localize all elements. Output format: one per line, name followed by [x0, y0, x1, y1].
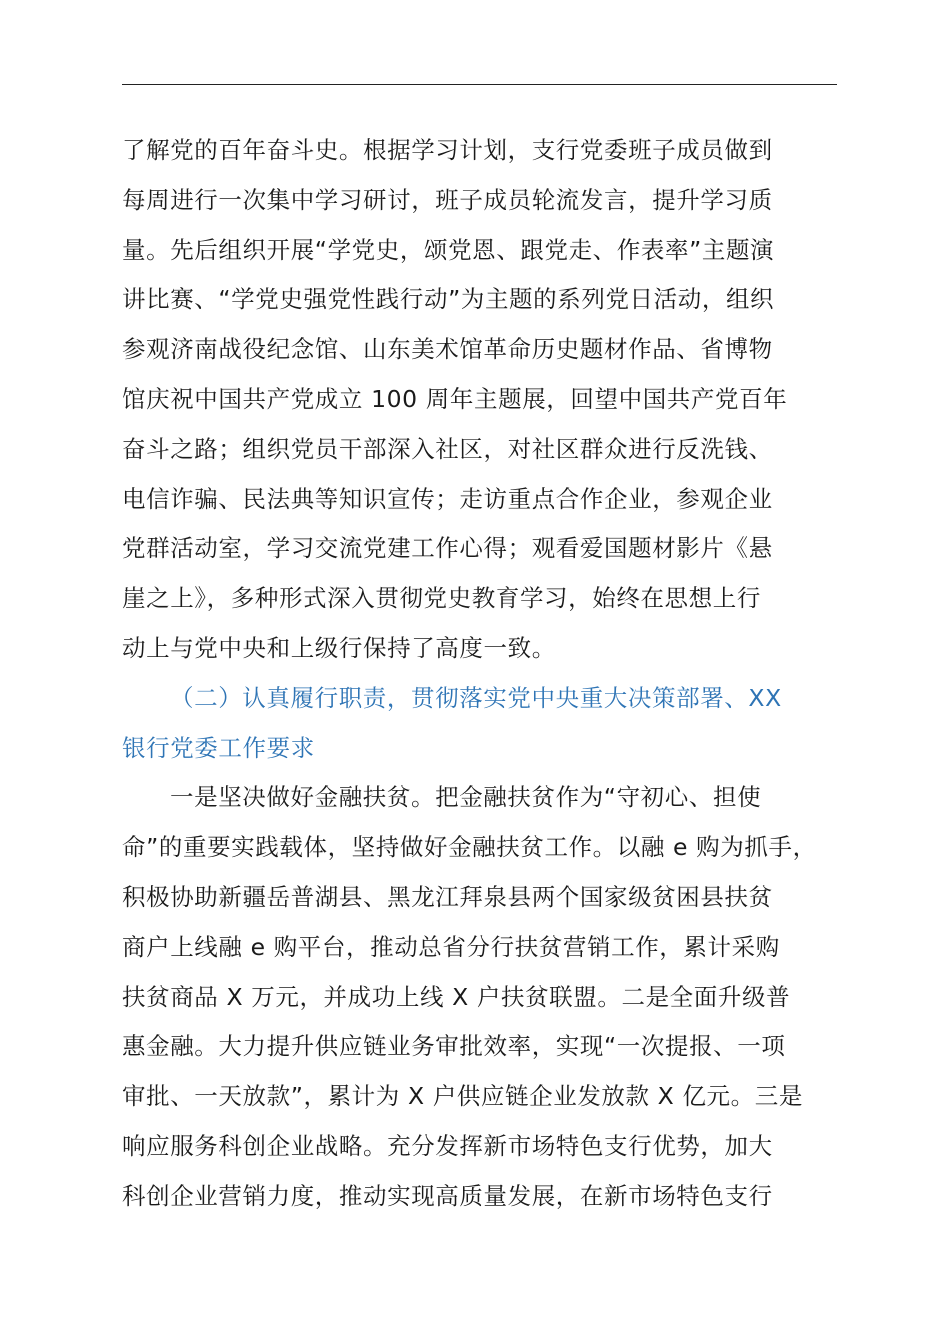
text-line: 惠金融。大力提升供应链业务审批效率，实现“一次提报、一项	[122, 1032, 786, 1061]
text-line: 馆庆祝中国共产党成立 100 周年主题展，回望中国共产党百年	[122, 384, 788, 413]
text-line: 审批、一天放款”，累计为 X 户供应链企业发放款 X 亿元。三是	[122, 1082, 803, 1111]
text-line: 奋斗之路；组织党员干部深入社区，对社区群众进行反洗钱、	[122, 434, 773, 463]
text-line: 响应服务科创企业战略。充分发挥新市场特色支行优势，加大	[122, 1131, 773, 1160]
text-line: 参观济南战役纪念馆、山东美术馆革命历史题材作品、省博物	[122, 335, 773, 364]
text-line: 了解党的百年奋斗史。根据学习计划，支行党委班子成员做到	[122, 136, 773, 164]
header-rule	[122, 84, 837, 85]
text-line: 党群活动室，学习交流党建工作心得；观看爱国题材影片《悬	[122, 534, 773, 563]
text-line: 讲比赛、“学党史强党性践行动”为主题的系列党日活动，组织	[122, 285, 775, 314]
text-line: 一是坚决做好金融扶贫。把金融扶贫作为“守初心、担使	[170, 783, 762, 812]
text-line: 崖之上》，多种形式深入贯彻党史教育学习，始终在思想上行	[122, 584, 761, 613]
section-heading-line: （二）认真履行职责，贯彻落实党中央重大决策部署、XX	[170, 683, 782, 712]
text-line: 积极协助新疆岳普湖县、黑龙江拜泉县两个国家级贫困县扶贫	[122, 882, 773, 911]
text-line: 电信诈骗、民法典等知识宣传；走访重点合作企业，参观企业	[122, 484, 773, 513]
text-line: 扶贫商品 X 万元，并成功上线 X 户扶贫联盟。二是全面升级普	[122, 982, 791, 1011]
text-line: 科创企业营销力度，推动实现高质量发展，在新市场特色支行	[122, 1181, 773, 1210]
body-text	[122, 126, 862, 1222]
text-line: 每周进行一次集中学习研讨，班子成员轮流发言，提升学习质	[122, 185, 773, 214]
text-line: 商户上线融 e 购平台，推动总省分行扶贫营销工作，累计采购	[122, 932, 780, 961]
section-heading-line: 银行党委工作要求	[122, 733, 315, 762]
text-line: 量。先后组织开展“学党史，颂党恩、跟党走、作表率”主题演	[122, 235, 775, 264]
text-line: 命”的重要实践载体，坚持做好金融扶贫工作。以融 e 购为抓手，	[122, 833, 817, 862]
text-line: 动上与党中央和上级行保持了高度一致。	[122, 633, 556, 662]
